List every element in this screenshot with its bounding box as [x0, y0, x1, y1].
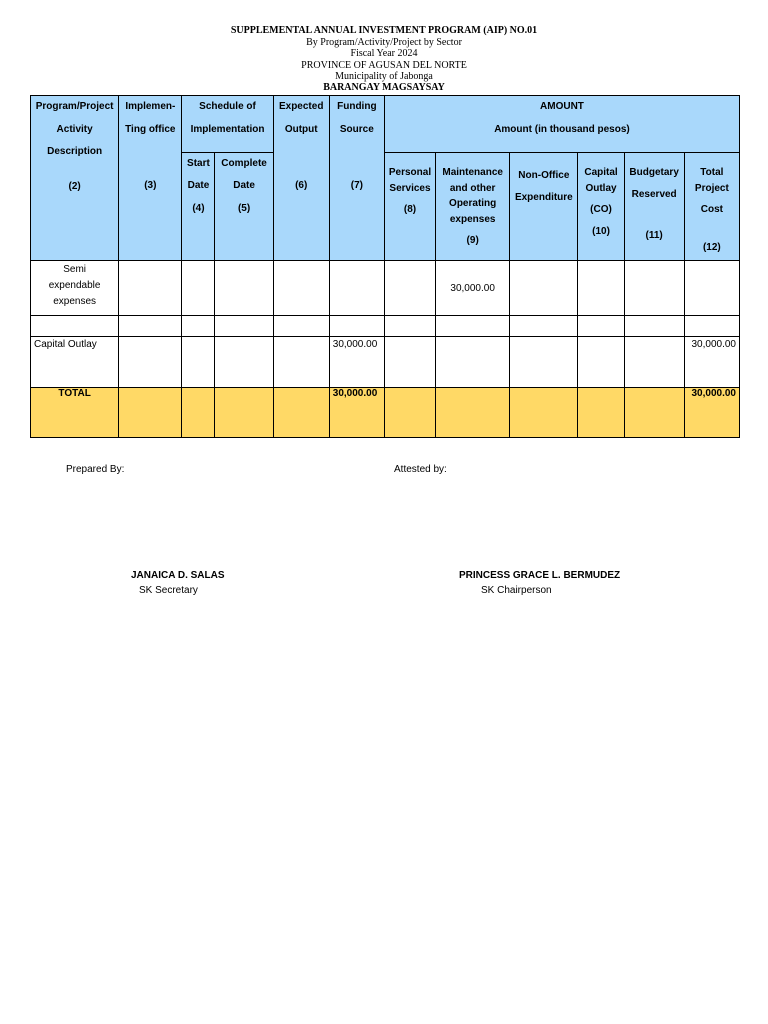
col-budget-header: Budgetary Reserved (11) — [624, 153, 684, 261]
table-row — [31, 316, 740, 337]
fiscal-year: Fiscal Year 2024 — [350, 48, 418, 59]
totals-total: 30,000.00 — [684, 388, 739, 438]
col-ps-header: Personal Services (8) — [384, 153, 435, 261]
attester-title: SK Chairperson — [481, 585, 552, 596]
aip-table — [30, 95, 740, 438]
col-office-header: Implemen- Ting office (3) — [119, 96, 182, 261]
col-nonoffice-header: Non-Office Expenditure — [510, 153, 578, 261]
col-schedule-header: Schedule of Implementation — [182, 96, 273, 153]
row-description: Semi expendable expenses — [31, 261, 119, 316]
col-program-header: Program/Project Activity Description (2) — [31, 96, 119, 261]
preparer-title: SK Secretary — [139, 585, 198, 596]
table-row — [31, 337, 740, 388]
barangay: BARANGAY MAGSAYSAY — [323, 82, 445, 93]
totals-funding: 30,000.00 — [329, 388, 384, 438]
row-mooe: 30,000.00 — [436, 261, 510, 316]
col-funding-header: Funding Source (7) — [329, 96, 384, 261]
row-funding: 30,000.00 — [329, 337, 384, 388]
table-row — [31, 261, 740, 316]
totals-label: TOTAL — [31, 388, 119, 438]
attested-by-label: Attested by: — [394, 464, 447, 475]
province: PROVINCE OF AGUSAN DEL NORTE — [301, 60, 467, 71]
col-total-header: Total Project Cost (12) — [684, 153, 739, 261]
col-output-header: Expected Output (6) — [273, 96, 329, 261]
document-subtitle: By Program/Activity/Project by Sector — [306, 37, 462, 48]
row-total: 30,000.00 — [684, 337, 739, 388]
prepared-by-label: Prepared By: — [66, 464, 125, 475]
preparer-name: JANAICA D. SALAS — [131, 570, 225, 581]
col-start-header: Start Date (4) — [182, 153, 215, 261]
col-mooe-header: Maintenance and other Operating expenses (9) — [436, 153, 510, 261]
document-title: SUPPLEMENTAL ANNUAL INVESTMENT PROGRAM (AIP) NO.01 — [230, 25, 538, 36]
col-co-header: Capital Outlay (CO) (10) — [578, 153, 624, 261]
totals-row — [31, 388, 740, 438]
col-amount-header: AMOUNT Amount (in thousand pesos) — [384, 96, 739, 153]
attester-name: PRINCESS GRACE L. BERMUDEZ — [459, 570, 621, 581]
municipality: Municipality of Jabonga — [335, 71, 433, 82]
col-complete-header: Complete Date (5) — [215, 153, 273, 261]
row-description: Capital Outlay — [31, 337, 119, 388]
